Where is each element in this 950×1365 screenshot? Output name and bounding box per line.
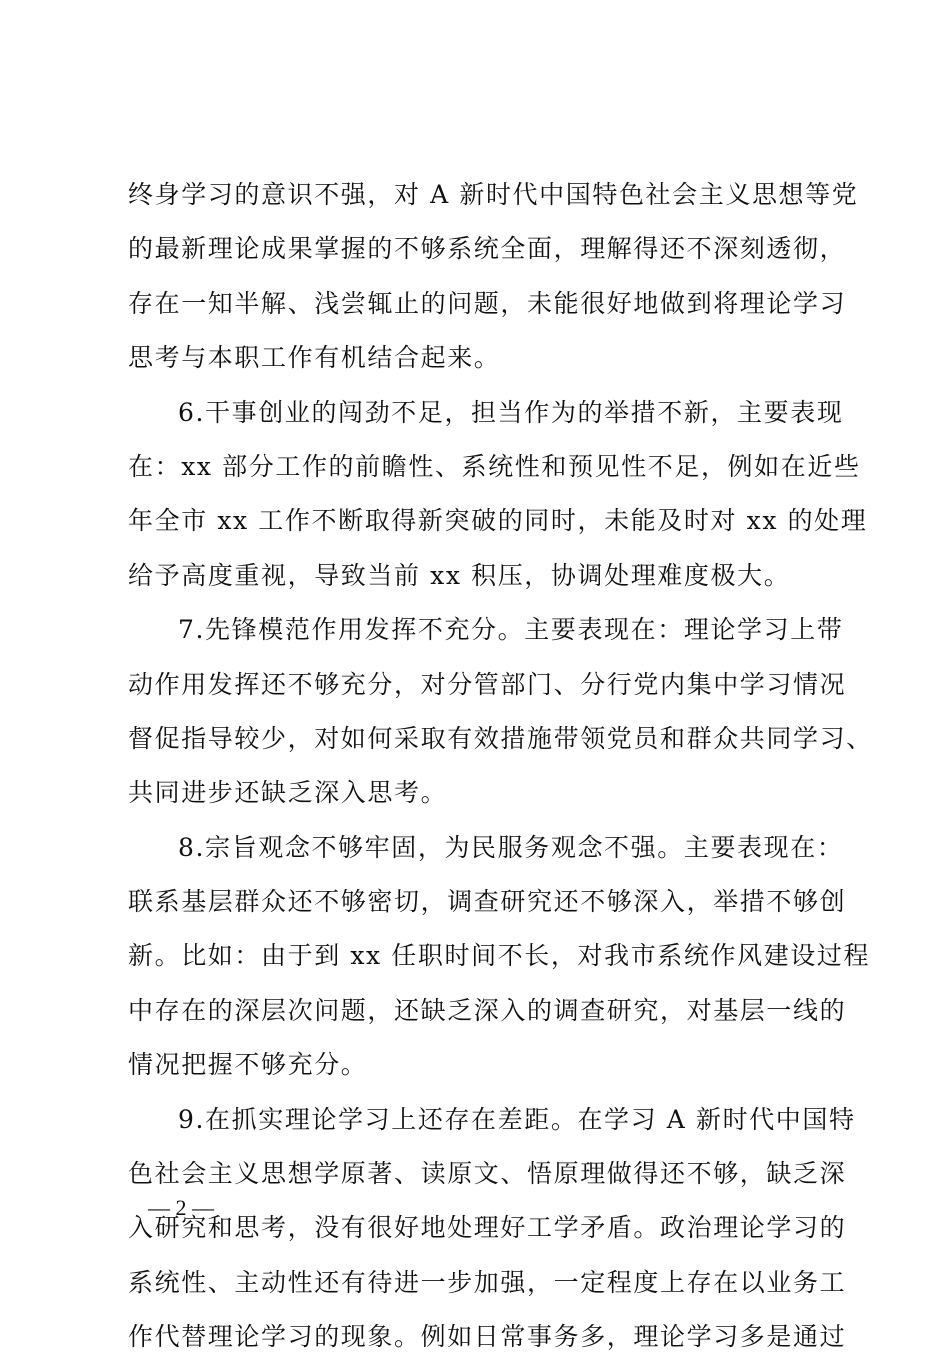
body-text xyxy=(128,168,873,1365)
text-line: 系统性、主动性还有待进一步加强，一定程度上存在以业务工 xyxy=(128,1267,847,1297)
text-line: 年全市 xx 工作不断取得新突破的同时，未能及时对 xx 的处理 xyxy=(128,506,868,536)
text-line: 8.宗旨观念不够牢固，为民服务观念不强。主要表现在： xyxy=(178,832,844,862)
text-line: 动作用发挥还不够充分，对分管部门、分行党内集中学习情况 xyxy=(128,669,847,699)
text-line: 色社会主义思想学原著、读原文、悟原理做得还不够，缺乏深 xyxy=(128,1159,847,1189)
text-line: 9.在抓实理论学习上还存在差距。在学习 A 新时代中国特 xyxy=(178,1104,856,1134)
text-line: 的最新理论成果掌握的不够系统全面，理解得还不深刻透彻， xyxy=(128,234,847,264)
text-line: 情况把握不够充分。 xyxy=(128,1050,368,1080)
text-line: 入研究和思考，没有很好地处理好工学矛盾。政治理论学习的 xyxy=(128,1213,847,1243)
page-number: — 2 — xyxy=(148,1195,214,1220)
text-line: 作代替理论学习的现象。例如日常事务多，理论学习多是通过 xyxy=(128,1322,847,1352)
text-line: 存在一知半解、浅尝辄止的问题，未能很好地做到将理论学习 xyxy=(128,288,847,318)
text-line: 给予高度重视，导致当前 xx 积压，协调处理难度极大。 xyxy=(128,560,791,590)
text-line: 中存在的深层次问题，还缺乏深入的调查研究，对基层一线的 xyxy=(128,995,847,1025)
text-line: 共同进步还缺乏深入思考。 xyxy=(128,778,448,808)
text-line: 终身学习的意识不强，对 A 新时代中国特色社会主义思想等党 xyxy=(128,180,859,209)
text-line: 联系基层群众还不够密切，调查研究还不够深入，举措不够创 xyxy=(128,887,847,917)
text-line: 6.干事创业的闯劲不足，担当作为的举措不新，主要表现 xyxy=(178,397,844,427)
text-line: 思考与本职工作有机结合起来。 xyxy=(128,343,501,373)
text-line: 督促指导较少，对如何采取有效措施带领党员和群众共同学习、 xyxy=(128,723,873,753)
text-line: 7.先锋模范作用发挥不充分。主要表现在：理论学习上带 xyxy=(178,615,844,645)
text-line: 新。比如：由于到 xx 任职时间不长，对我市系统作风建设过程 xyxy=(128,941,871,971)
text-line: 在：xx 部分工作的前瞻性、系统性和预见性不足，例如在近些 xyxy=(128,451,861,481)
